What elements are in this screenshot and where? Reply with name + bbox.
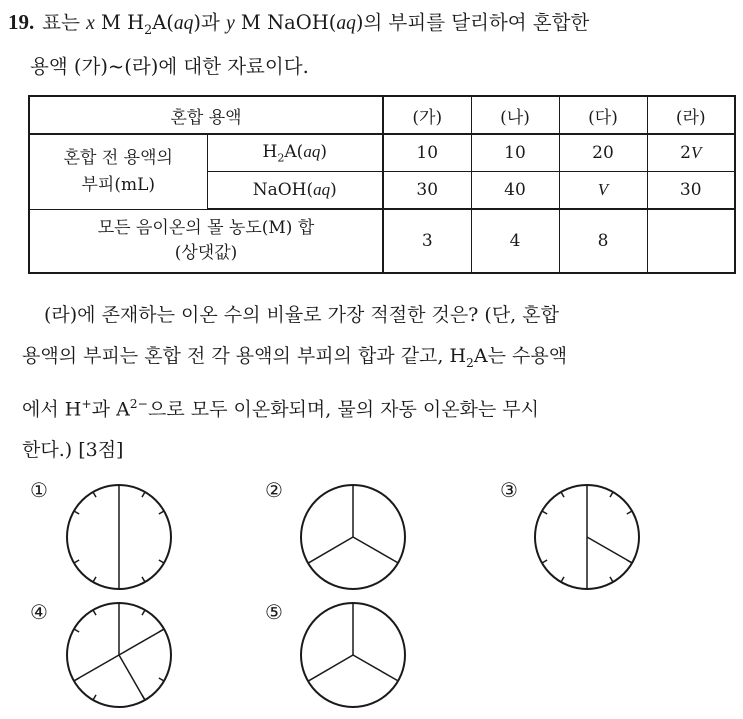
body-line-3 xyxy=(22,384,738,430)
anion-value-na: 4 xyxy=(471,209,559,273)
pie-tick xyxy=(159,678,164,681)
pie-divider xyxy=(308,537,353,563)
h2a-label-text: H xyxy=(262,141,278,162)
stem-text: )과 xyxy=(193,11,227,34)
pie-divider xyxy=(74,655,119,681)
table-row-h2a xyxy=(29,134,735,172)
pie-tick xyxy=(142,492,145,497)
stem-text: 표는 xyxy=(42,11,87,34)
volume-label-line2: 부피(mL) xyxy=(81,174,156,195)
choice-1-pie[interactable] xyxy=(64,482,174,592)
body-text: 에서 H xyxy=(22,398,82,421)
anion-value-ra xyxy=(647,209,735,273)
question-number: 19. xyxy=(8,10,35,34)
anion-label-line1: 모든 음이온의 몰 농도(M) 합 xyxy=(97,218,315,238)
pie-tick xyxy=(93,492,96,497)
naoh-label-text: ) xyxy=(330,180,337,200)
stem-text: M H xyxy=(94,11,145,34)
stem-text: )의 부피를 달리하여 혼합한 xyxy=(355,11,590,34)
choice-5-pie[interactable] xyxy=(298,600,408,710)
naoh-label xyxy=(207,172,383,210)
body-line-2 xyxy=(22,336,738,384)
h2a-value-ra xyxy=(647,134,735,172)
col-header-na: (나) xyxy=(471,96,559,134)
question-stem xyxy=(8,4,736,85)
naoh-value-ga: 30 xyxy=(383,172,471,210)
stem-line-1 xyxy=(8,4,736,48)
naoh-value-da xyxy=(559,172,647,210)
pie-tick xyxy=(142,577,145,582)
pie-tick xyxy=(93,577,96,582)
choice-4-label[interactable]: ④ xyxy=(30,600,48,624)
aq-italic: aq xyxy=(173,13,194,34)
pie-divider xyxy=(119,655,145,700)
stem-line-2: 용액 (가)~(라)에 대한 자료이다. xyxy=(30,54,309,78)
header-label: 혼합 용액 xyxy=(29,96,383,134)
h2a-value-na: 10 xyxy=(471,134,559,172)
table-header-row xyxy=(29,96,735,134)
stem-text: A( xyxy=(152,11,174,34)
pie-tick xyxy=(74,629,79,632)
choice-2-pie[interactable] xyxy=(298,482,408,592)
pie-divider xyxy=(353,537,398,563)
superscript: 2− xyxy=(129,396,148,411)
pie-tick xyxy=(159,560,164,563)
var-y: y xyxy=(226,13,235,34)
h2a-sub: 2 xyxy=(277,151,285,165)
choice-3-label[interactable]: ③ xyxy=(500,478,518,502)
anion-value-ga: 3 xyxy=(383,209,471,273)
h2a-value-ga: 10 xyxy=(383,134,471,172)
aq-italic: aq xyxy=(336,13,356,34)
naoh-aq: aq xyxy=(313,180,331,199)
var-v: V xyxy=(597,180,609,199)
question-body xyxy=(22,295,738,471)
volume-label xyxy=(29,134,207,209)
choice-2-label[interactable]: ② xyxy=(265,478,283,502)
subscript: 2 xyxy=(466,355,474,370)
var-v: V xyxy=(690,143,702,162)
body-text: A는 수용액 xyxy=(473,345,568,367)
pie-tick xyxy=(610,492,613,497)
data-table xyxy=(28,95,736,274)
superscript: + xyxy=(81,396,92,411)
var-x: x xyxy=(86,13,95,34)
pie-divider xyxy=(587,537,632,563)
h2a-label-text: ) xyxy=(320,141,327,162)
choice-4-pie[interactable] xyxy=(64,600,174,710)
anion-label-line2: (상댓값) xyxy=(174,243,238,263)
volume-label-line1: 혼합 전 용액의 xyxy=(63,147,173,168)
h2a-label-text: A( xyxy=(284,141,304,162)
col-header-ra: (라) xyxy=(647,96,735,134)
choice-1-label[interactable]: ① xyxy=(30,478,48,502)
body-text: 용액의 부피는 혼합 전 각 용액의 부피의 합과 같고, H xyxy=(22,345,467,367)
choice-5-label[interactable]: ⑤ xyxy=(265,600,283,624)
pie-divider xyxy=(119,629,164,655)
h2a-aq: aq xyxy=(303,141,321,161)
pie-tick xyxy=(93,695,96,700)
choice-3-pie[interactable] xyxy=(532,482,642,592)
pie-tick xyxy=(610,577,613,582)
naoh-label-text: NaOH( xyxy=(252,180,314,200)
h2a-label xyxy=(207,134,383,172)
body-text: 으로 모두 이온화되며, 물의 자동 이온화는 무시 xyxy=(148,398,540,421)
pie-tick xyxy=(561,492,564,497)
pie-tick xyxy=(542,511,547,514)
naoh-value-na: 40 xyxy=(471,172,559,210)
pie-divider xyxy=(308,655,353,681)
h2a-value-ra-num: 2 xyxy=(680,143,691,163)
pie-tick xyxy=(74,511,79,514)
h2a-value-da: 20 xyxy=(559,134,647,172)
anion-value-da: 8 xyxy=(559,209,647,273)
body-text: 과 A xyxy=(91,398,130,421)
body-line-1: (라)에 존재하는 이온 수의 비율로 가장 적절한 것은? (단, 혼합 xyxy=(44,304,559,326)
pie-tick xyxy=(142,610,145,615)
table-row-anion xyxy=(29,209,735,273)
col-header-da: (다) xyxy=(559,96,647,134)
col-header-ga: (가) xyxy=(383,96,471,134)
pie-tick xyxy=(561,577,564,582)
pie-tick xyxy=(627,511,632,514)
naoh-value-ra: 30 xyxy=(647,172,735,210)
subscript: 2 xyxy=(144,21,153,37)
pie-divider xyxy=(353,655,398,681)
anion-label xyxy=(29,209,383,273)
pie-tick xyxy=(74,560,79,563)
pie-tick xyxy=(93,610,96,615)
pie-tick xyxy=(542,560,547,563)
stem-text: M NaOH( xyxy=(234,11,337,34)
body-line-4: 한다.) [3점] xyxy=(22,439,124,462)
pie-tick xyxy=(159,511,164,514)
